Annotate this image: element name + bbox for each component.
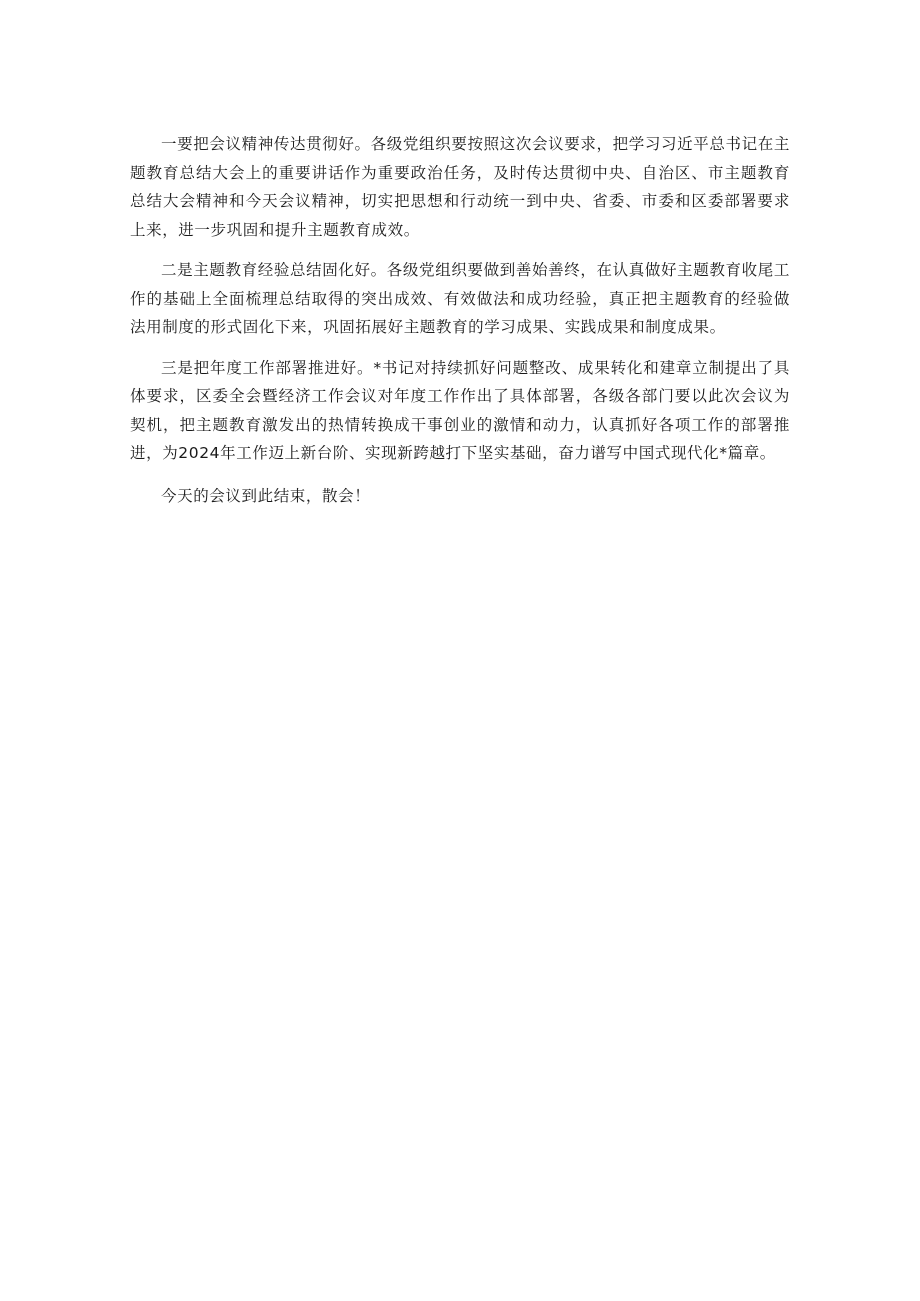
paragraph-transmit-spirit: 一要把会议精神传达贯彻好。各级党组织要按照这次会议要求，把学习习近平总书记在主题教育总结大会上的重要讲话作为重要政治任务，及时传达贯彻中央、自治区、市主题教育总结大会精神和今天会议精神，切实把思想和行动统一到中央、省委、市委和区委部署要求上来，进一步巩固和提升主题教育成效。 bbox=[130, 135, 790, 239]
paragraph-summarize-experience: 二是主题教育经验总结固化好。各级党组织要做到善始善终，在认真做好主题教育收尾工作的基础上全面梳理总结取得的突出成效、有效做法和成功经验，真正把主题教育的经验做法用制度的形式固化下来，巩固拓展好主题教育的学习成果、实践成果和制度成果。 bbox=[130, 261, 790, 336]
paragraph-annual-work: 三是把年度工作部署推进好。*书记对持续抓好问题整改、成果转化和建章立制提出了具体要求，区委全会暨经济工作会议对年度工作作出了具体部署，各级各部门要以此次会议为契机，把主题教育激发出的热情转换成干事创业的激情和动力，认真抓好各项工作的部署推进，为2024年工作迈上新台阶、实现新跨越打下坚实基础，奋力谱写中国式现代化*篇章。 bbox=[130, 358, 790, 462]
closing-remark: 今天的会议到此结束，散会！ bbox=[161, 486, 371, 505]
document-body bbox=[130, 130, 790, 522]
